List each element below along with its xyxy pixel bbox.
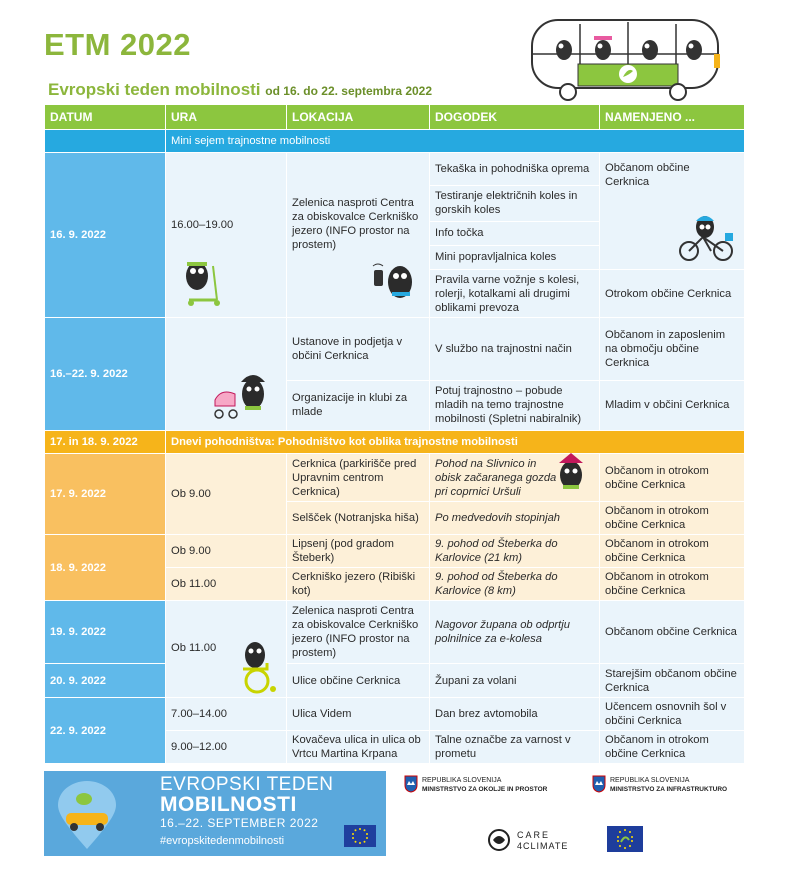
eu-flag-icon bbox=[344, 825, 376, 847]
stroller-character-icon bbox=[211, 370, 273, 424]
time-cell: Ob 11.00 bbox=[166, 568, 287, 601]
scooter-character-icon bbox=[179, 256, 225, 308]
audience-cell: Občanom in otrokom občine Cerknica bbox=[600, 454, 745, 502]
slovenia-crest-icon bbox=[404, 775, 418, 793]
banner-hashtag: #evropskitedenmobilnosti bbox=[160, 835, 285, 847]
event-cell: Pohod na Slivnico in obisk začaranega gozda pri coprnici Uršuli bbox=[430, 454, 600, 502]
location-cell: Organizacije in klubi za mlade bbox=[287, 380, 430, 430]
time-cell: 9.00–12.00 bbox=[166, 731, 287, 764]
event-cell: Potuj trajnostno – pobude mladih na temo trajnostne mobilnosti (Spletni nabiralnik) bbox=[430, 380, 600, 430]
location-cell: Ustanove in podjetja v občini Cerknica bbox=[287, 318, 430, 381]
location-cell: Cerkniško jezero (Ribiški kot) bbox=[287, 568, 430, 601]
section-row-pohodnistvo bbox=[45, 431, 745, 454]
col-header-namenjeno: NAMENJENO ... bbox=[600, 105, 745, 130]
banner-dates: 16.–22. SEPTEMBER 2022 bbox=[160, 816, 319, 830]
section-title: Mini sejem trajnostne mobilnosti bbox=[166, 130, 745, 153]
section-row-mini-sejem bbox=[45, 130, 745, 153]
col-header-lokacija: LOKACIJA bbox=[287, 105, 430, 130]
time-cell: Ob 9.00 bbox=[166, 535, 287, 568]
location-cell: Zelenica nasproti Centra za obiskovalce Cerkniško jezero (INFO prostor na prostem) bbox=[287, 153, 430, 318]
phone-character-icon bbox=[370, 260, 422, 308]
location-cell: Selšček (Notranjska hiša) bbox=[287, 502, 430, 535]
date-cell: 20. 9. 2022 bbox=[45, 664, 166, 698]
banner-line1: EVROPSKI TEDEN bbox=[160, 774, 334, 795]
time-cell: Ob 11.00 bbox=[166, 601, 287, 698]
col-header-ura: URA bbox=[166, 105, 287, 130]
audience-cell: Občanom in otrokom občine Cerknica bbox=[600, 502, 745, 535]
event-cell: Testiranje električnih koles in gorskih koles bbox=[430, 185, 600, 221]
care4climate-logo: CARE 4CLIMATE bbox=[487, 824, 587, 854]
slovenia-crest-icon bbox=[592, 775, 606, 793]
event-cell: Dan brez avtomobila bbox=[430, 698, 600, 731]
section-date: 17. in 18. 9. 2022 bbox=[45, 431, 166, 454]
event-cell: Župani za volani bbox=[430, 664, 600, 698]
event-cell: Pravila varne vožnje s kolesi, rolerji, kotalkami ali drugimi oblikami prevoza bbox=[430, 270, 600, 318]
event-cell: 9. pohod od Šteberka do Karlovice (8 km) bbox=[430, 568, 600, 601]
events-table bbox=[44, 104, 745, 764]
map-pin-icon bbox=[54, 779, 120, 851]
date-cell: 17. 9. 2022 bbox=[45, 454, 166, 535]
audience-cell: Občanom občine Cerknica bbox=[600, 601, 745, 664]
time-cell: 16.00–19.00 bbox=[166, 153, 287, 318]
location-cell: Zelenica nasproti Centra za obiskovalce Cerkniško jezero (INFO prostor na prostem) bbox=[287, 601, 430, 664]
time-cell: 7.00–14.00 bbox=[166, 698, 287, 731]
event-cell: Po medvedovih stopinjah bbox=[430, 502, 600, 535]
audience-cell: Občanom občine Cerknica bbox=[600, 153, 745, 270]
event-cell: Tekaška in pohodniška oprema bbox=[430, 153, 600, 186]
time-cell bbox=[166, 318, 287, 431]
life-programme-logo bbox=[607, 826, 643, 852]
bus-illustration bbox=[528, 14, 724, 102]
col-header-dogodek: DOGODEK bbox=[430, 105, 600, 130]
subtitle-dates: od 16. do 22. septembra 2022 bbox=[265, 84, 433, 98]
event-cell: Info točka bbox=[430, 221, 600, 245]
audience-cell: Mladim v občini Cerknica bbox=[600, 380, 745, 430]
bicycle-character-icon bbox=[677, 213, 737, 263]
audience-cell: Starejšim občanom občine Cerknica bbox=[600, 664, 745, 698]
care4climate-swirl-icon bbox=[487, 828, 511, 852]
location-cell: Ulica Videm bbox=[287, 698, 430, 731]
location-cell: Ulice občine Cerknica bbox=[287, 664, 430, 698]
event-cell: Mini popravljalnica koles bbox=[430, 245, 600, 269]
date-cell: 16. 9. 2022 bbox=[45, 153, 166, 318]
audience-cell: Občanom in otrokom občine Cerknica bbox=[600, 535, 745, 568]
event-cell: 9. pohod od Šteberka do Karlovice (21 km) bbox=[430, 535, 600, 568]
section-title: Dnevi pohodništva: Pohodništvo kot oblika trajnostne mobilnosti bbox=[166, 431, 745, 454]
event-cell: V službo na trajnostni način bbox=[430, 318, 600, 381]
event-cell: Talne označbe za varnost v prometu bbox=[430, 731, 600, 764]
etm-banner bbox=[44, 771, 386, 856]
date-cell: 16.–22. 9. 2022 bbox=[45, 318, 166, 431]
location-cell: Lipsenj (pod gradom Šteberk) bbox=[287, 535, 430, 568]
location-cell: Kovačeva ulica in ulica ob Vrtcu Martina Krpana bbox=[287, 731, 430, 764]
audience-cell: Otrokom občine Cerknica bbox=[600, 270, 745, 318]
date-cell: 19. 9. 2022 bbox=[45, 601, 166, 664]
audience-cell: Občanom in otrokom občine Cerknica bbox=[600, 731, 745, 764]
col-header-datum: DATUM bbox=[45, 105, 166, 130]
audience-cell: Učencem osnovnih šol v občini Cerknica bbox=[600, 698, 745, 731]
subtitle-main: Evropski teden mobilnosti bbox=[48, 80, 261, 99]
date-cell: 18. 9. 2022 bbox=[45, 535, 166, 601]
hiker-character-icon bbox=[553, 453, 589, 495]
ministry-infrastruktura-logo: REPUBLIKA SLOVENIJA MINISTRSTVO ZA INFRASTRUKTURO bbox=[610, 777, 728, 793]
location-cell: Cerknica (parkirišče pred Upravnim centrom Cerknica) bbox=[287, 454, 430, 502]
time-cell: Ob 9.00 bbox=[166, 454, 287, 535]
page-title: ETM 2022 bbox=[44, 27, 192, 62]
event-cell: Nagovor župana ob odprtju polnilnice za e-kolesa bbox=[430, 601, 600, 664]
date-cell: 22. 9. 2022 bbox=[45, 698, 166, 764]
audience-cell: Občanom in zaposlenim na območju občine Cerknica bbox=[600, 318, 745, 381]
audience-cell: Občanom in otrokom občine Cerknica bbox=[600, 568, 745, 601]
banner-line2: MOBILNOSTI bbox=[160, 793, 297, 816]
page-subtitle bbox=[48, 80, 432, 100]
ministry-okolje-logo: REPUBLIKA SLOVENIJA MINISTRSTVO ZA OKOLJE IN PROSTOR bbox=[422, 777, 548, 793]
wheelchair-character-icon bbox=[233, 639, 281, 695]
